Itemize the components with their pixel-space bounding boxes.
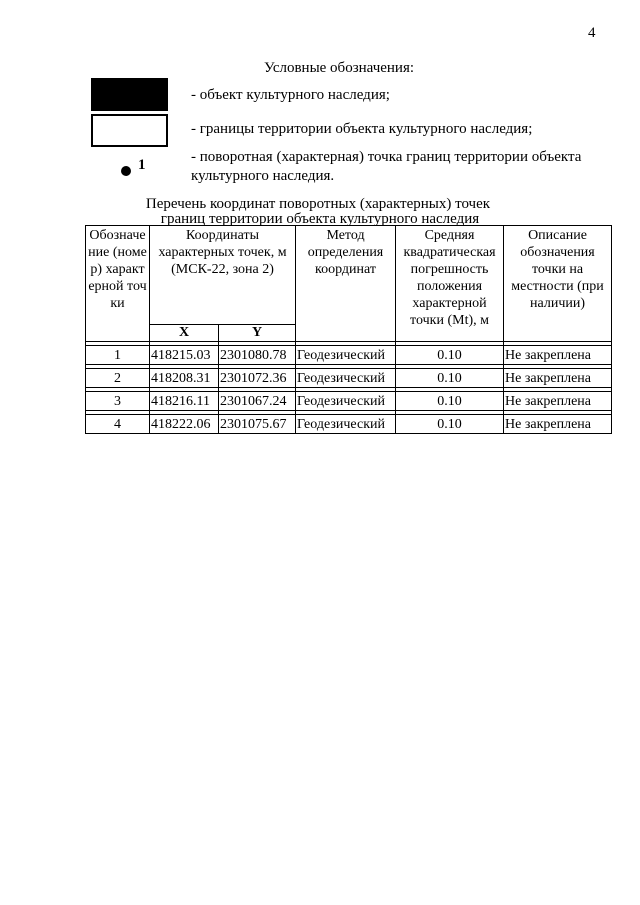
cell-description: Не закреплена: [504, 369, 612, 388]
legend-title: Условные обозначения:: [264, 60, 415, 76]
header-description: Описание обозначения точки на местности (при наличии): [504, 226, 612, 342]
turning-point-dot-icon: [121, 166, 131, 176]
page-number: 4: [588, 25, 596, 41]
cell-method: Геодезический: [296, 415, 396, 434]
header-method: Метод определения координат: [296, 226, 396, 342]
legend-item-boundary: - границы территории объекта культурного наследия;: [191, 121, 533, 137]
legend-item-object: - объект культурного наследия;: [191, 87, 390, 103]
cell-x: 418222.06: [150, 415, 219, 434]
cell-error: 0.10: [396, 346, 504, 365]
legend-item-turning-point: - поворотная (характерная) точка границ территории объекта культурного наследия.: [191, 149, 582, 184]
coordinates-table: [85, 225, 612, 434]
cell-error: 0.10: [396, 415, 504, 434]
cell-y: 2301067.24: [219, 392, 296, 411]
table-title-line-1: Перечень координат поворотных (характерных) точек: [145, 196, 491, 212]
cell-error: 0.10: [396, 392, 504, 411]
table-row: [86, 369, 612, 388]
cell-method: Геодезический: [296, 346, 396, 365]
header-error: Средняя квадратическая погрешность положения характерной точки (Mt), м: [396, 226, 504, 342]
cell-error: 0.10: [396, 369, 504, 388]
cell-x: 418216.11: [150, 392, 219, 411]
cell-num: 1: [86, 346, 150, 365]
header-coordinates: Координаты характерных точек, м (МСК-22, зона 2): [150, 226, 296, 325]
turning-point-label: 1: [138, 157, 146, 173]
header-y: Y: [219, 325, 296, 342]
header-designation: Обозначение (номер) характерной точки: [86, 226, 150, 342]
table-title-line-2: границ территории объекта культурного наследия: [160, 211, 480, 227]
cell-x: 418215.03: [150, 346, 219, 365]
cell-y: 2301072.36: [219, 369, 296, 388]
cell-num: 2: [86, 369, 150, 388]
cell-num: 4: [86, 415, 150, 434]
table-header-row: [86, 226, 612, 325]
header-x: X: [150, 325, 219, 342]
cell-method: Геодезический: [296, 392, 396, 411]
cell-num: 3: [86, 392, 150, 411]
table-row: [86, 346, 612, 365]
cell-description: Не закреплена: [504, 346, 612, 365]
cell-description: Не закреплена: [504, 392, 612, 411]
cell-description: Не закреплена: [504, 415, 612, 434]
cell-x: 418208.31: [150, 369, 219, 388]
cell-y: 2301080.78: [219, 346, 296, 365]
table-row: [86, 415, 612, 434]
cell-method: Геодезический: [296, 369, 396, 388]
table-row: [86, 392, 612, 411]
cultural-heritage-object-symbol: [91, 78, 168, 111]
cell-y: 2301075.67: [219, 415, 296, 434]
territory-boundary-symbol: [91, 114, 168, 147]
